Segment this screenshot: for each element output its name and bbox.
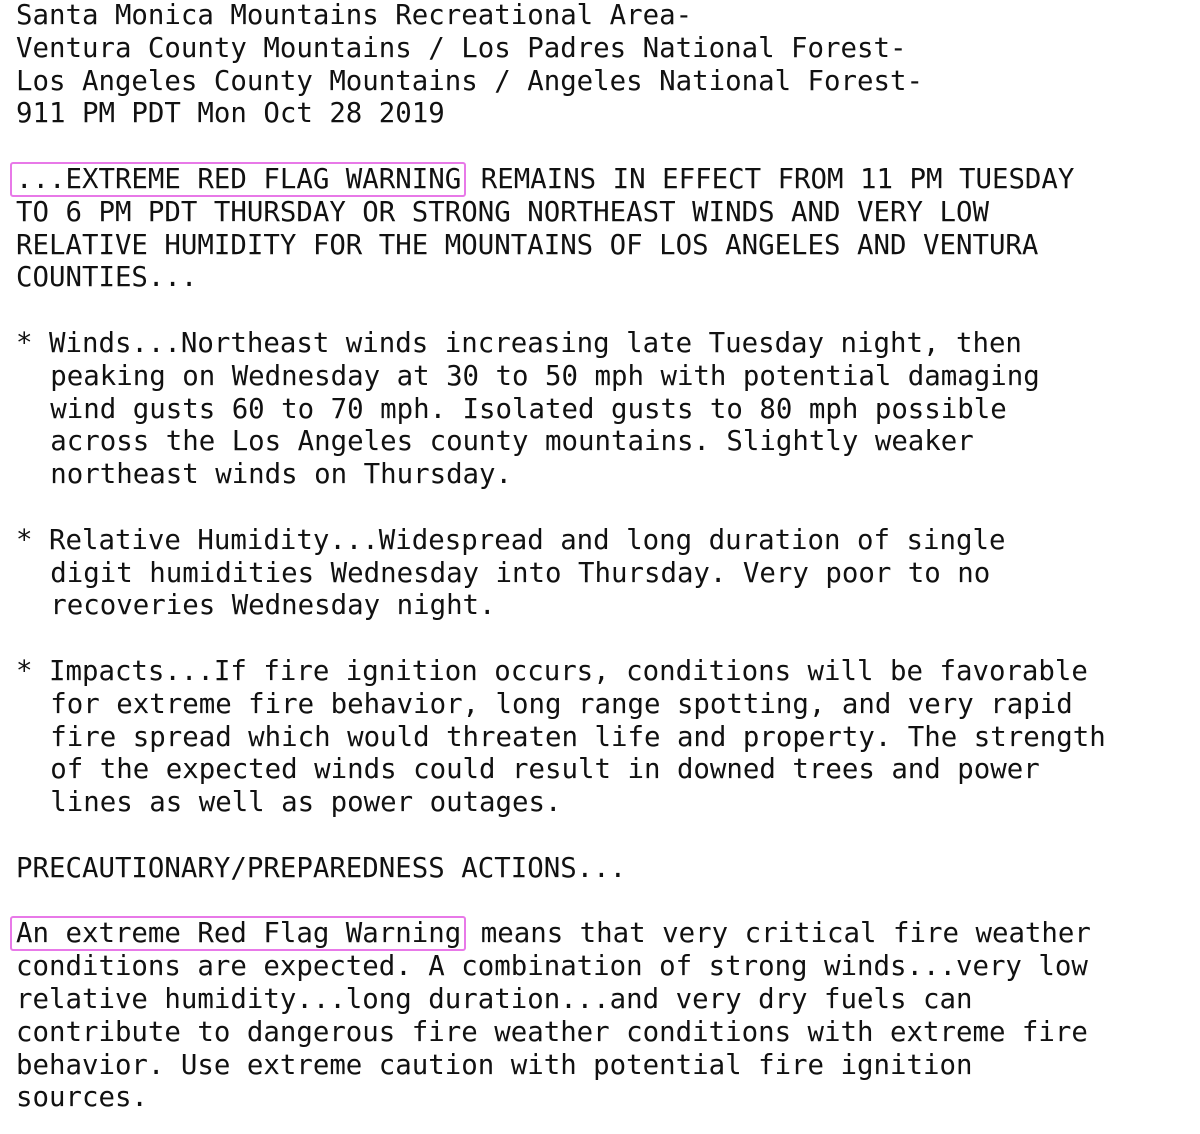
actions-line-4: contribute to dangerous fire weather conditions with extreme fire [16, 1016, 1088, 1048]
impacts-line-1: * Impacts...If fire ignition occurs, conditions will be favorable [16, 655, 1088, 687]
highlighted-warning-phrase: An extreme Red Flag Warning [12, 918, 464, 949]
actions-line-6: sources. [16, 1082, 148, 1114]
headline-line-4: COUNTIES... [16, 262, 198, 294]
headline-line-3: RELATIVE HUMIDITY FOR THE MOUNTAINS OF LOS ANGELES AND VENTURA [16, 229, 1039, 261]
impacts-line-5: lines as well as power outages. [50, 787, 562, 819]
actions-line-1 [16, 918, 1191, 951]
bullet-humidity [16, 525, 1191, 623]
humidity-line-2: digit humidities Wednesday into Thursday. Very poor to no [50, 557, 991, 589]
actions-block [16, 918, 1191, 1115]
winds-line-4: across the Los Angeles county mountains. Slightly weaker [50, 426, 974, 458]
impacts-line-4: of the expected winds could result in downed trees and power [50, 754, 1040, 786]
headline-line-1-rest: REMAINS IN EFFECT FROM 11 PM TUESDAY [464, 163, 1075, 195]
issued-timestamp: 911 PM PDT Mon Oct 28 2019 [16, 98, 445, 130]
impacts-line-3: fire spread which would threaten life and property. The strength [50, 721, 1106, 753]
zone-line-3: Los Angeles County Mountains / Angeles National Forest- [16, 65, 923, 97]
bulletin-header [16, 0, 1191, 131]
humidity-line-3: recoveries Wednesday night. [50, 590, 496, 622]
humidity-line-1: * Relative Humidity...Widespread and long duration of single [16, 524, 1006, 556]
actions-line-1-rest: means that very critical fire weather [464, 918, 1091, 950]
zone-line-1: Santa Monica Mountains Recreational Area- [16, 0, 693, 31]
winds-line-3: wind gusts 60 to 70 mph. Isolated gusts to 80 mph possible [50, 393, 1007, 425]
impacts-line-2: for extreme fire behavior, long range spotting, and very rapid [50, 688, 1073, 720]
fire-weather-bulletin [16, 0, 1191, 1115]
winds-line-1: * Winds...Northeast winds increasing late Tuesday night, then [16, 327, 1022, 359]
bullet-impacts [16, 656, 1191, 820]
zone-line-2: Ventura County Mountains / Los Padres National Forest- [16, 32, 907, 64]
headline-line-2: TO 6 PM PDT THURSDAY OR STRONG NORTHEAST WINDS AND VERY LOW [16, 196, 989, 228]
headline-block [16, 164, 1191, 295]
winds-line-2: peaking on Wednesday at 30 to 50 mph with potential damaging [50, 360, 1040, 392]
winds-line-5: northeast winds on Thursday. [50, 459, 513, 491]
actions-heading: PRECAUTIONARY/PREPAREDNESS ACTIONS... [16, 852, 627, 884]
actions-line-2: conditions are expected. A combination of strong winds...very low [16, 951, 1088, 983]
actions-line-5: behavior. Use extreme caution with potential fire ignition [16, 1049, 973, 1081]
bullet-winds [16, 328, 1191, 492]
actions-line-3: relative humidity...long duration...and very dry fuels can [16, 983, 973, 1015]
highlighted-warning-title: ...EXTREME RED FLAG WARNING [12, 164, 464, 195]
headline-line-1 [16, 164, 1191, 197]
